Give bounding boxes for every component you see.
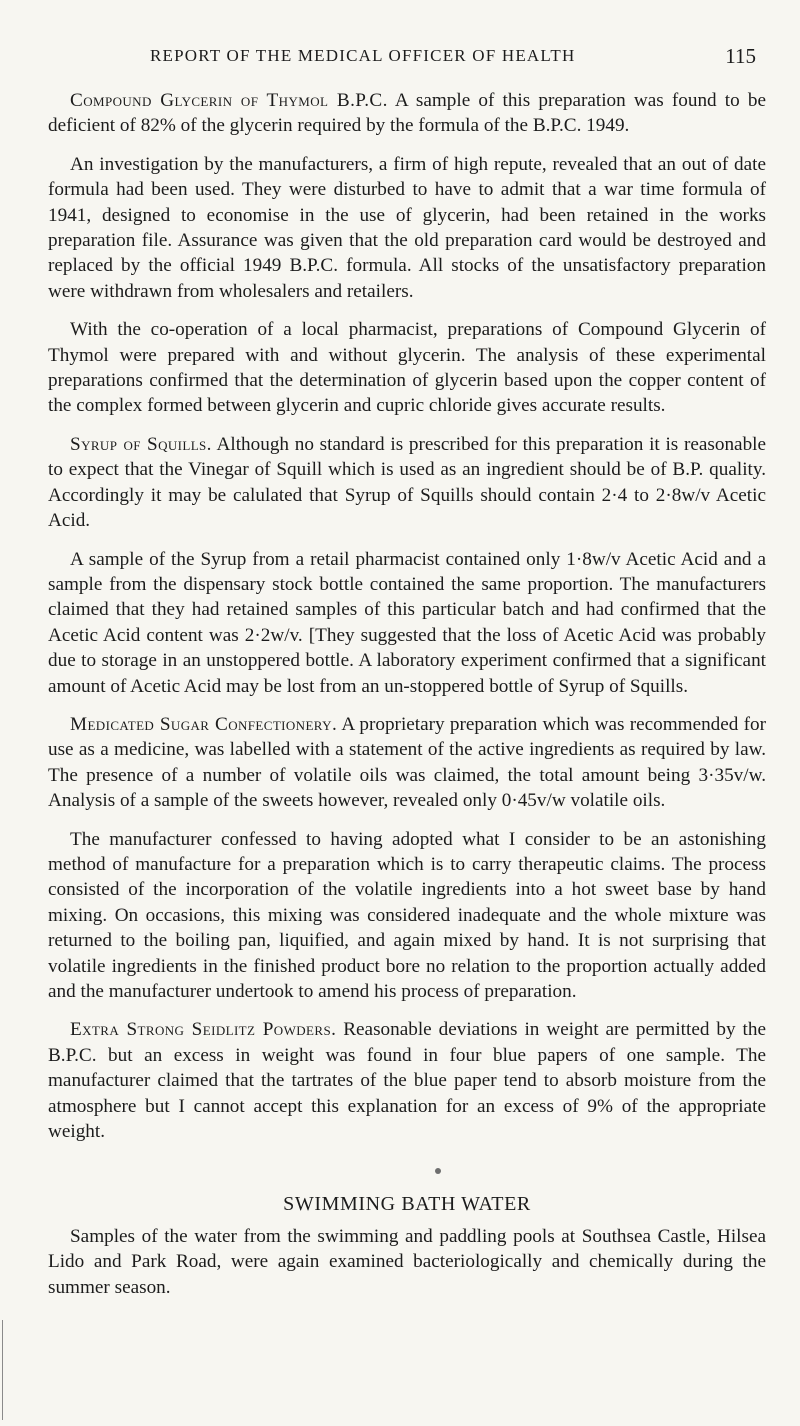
running-title: REPORT OF THE MEDICAL OFFICER OF HEALTH bbox=[150, 46, 576, 65]
section-heading: SWIMMING BATH WATER bbox=[283, 1193, 531, 1216]
paragraph-text: A sample of this preparation was found to be deficient of 82% of the glycerin required by the formula of the B.P.C. 1949. bbox=[48, 90, 766, 137]
paragraph-text: Reasonable deviations in weight are permitted by the B.P.C. but an excess in weight was found in four blue papers of one sample. The manufacturer claimed that the tartrates of the blue paper tend to absorb moisture from the atmosphere but I cannot accept this explanation for an excess of 9% of the appropriate weight. bbox=[48, 1019, 766, 1143]
paragraph-text: Although no standard is prescribed for this preparation it is reasonable to expect that the Vinegar of Squill which is used as an ingredient should be of B.P. quality. Accordingly it may be calulated that Syrup of Squills should contain 2·4 to 2·8w/v Acetic Acid. bbox=[48, 433, 767, 532]
paragraph-text: With the co-operation of a local pharmacist, preparations of Compound Glycerin of Thymol were prepared with and without glycerin. The analysis of these experimental preparations confirmed that the determination of glycerin based upon the copper content of the complex formed between glycerin and cupric chloride gives accurate results. bbox=[48, 319, 766, 417]
paragraph-swimming-bath bbox=[48, 1224, 766, 1300]
paragraph-medicated-sugar bbox=[48, 712, 766, 814]
body-text bbox=[48, 88, 766, 1313]
page-number: 115 bbox=[725, 44, 756, 68]
paragraph-manufacturer-confessed bbox=[48, 827, 766, 1005]
paragraph-heading: Compound Glycerin of Thymol B.P.C. bbox=[70, 90, 388, 111]
paragraph-text: A proprietary preparation which was recommended for use as a medicine, was labelled with a statement of the active ingredients as required by law. The presence of a number of volatile oils was claimed, the total amount being 3·35v/w. Analysis of a sample of the sweets however, revealed only 0·45v/w volatile oils. bbox=[48, 713, 767, 812]
paragraph-compound-glycerin bbox=[48, 88, 766, 139]
paragraph-seidlitz-powders bbox=[48, 1017, 766, 1144]
paragraph-heading: Extra Strong Seidlitz Powders. bbox=[70, 1019, 337, 1041]
paragraph-text: A sample of the Syrup from a retail pharmacist contained only 1·8w/v Acetic Acid and a sample from the dispensary stock bottle contained the same proportion. The manufacturers claimed that they had retained samples of this particular batch and had confirmed that the Acetic Acid content was 2·2w/v. [They suggested that the loss of Acetic Acid was probably due to storage in an unstoppered bottle. A laboratory experiment confirmed that a significant amount of Acetic Acid may be lost from an un-stoppered bottle of Syrup of Squills. bbox=[48, 548, 766, 697]
paragraph-syrup-sample bbox=[48, 547, 766, 699]
paragraph-text: Samples of the water from the swimming and paddling pools at Southsea Castle, Hilsea Lido and Park Road, were again examined bacteriologically and chemically during the summer season. bbox=[48, 1225, 766, 1298]
paragraph-syrup-of-squills bbox=[48, 432, 766, 534]
running-header bbox=[66, 46, 756, 74]
margin-rule bbox=[2, 1320, 3, 1420]
paragraph-cooperation bbox=[48, 317, 766, 419]
paragraph-text: The manufacturer confessed to having adopted what I consider to be an astonishing method of manufacture for a preparation which is to carry therapeutic claims. The process consisted of the incorporation of the volatile ingredients into a hot sweet base by hand mixing. On occasions, this mixing was considered inadequate and the whole mixture was returned to the boiling pan, liquified, and again mixed by hand. It is not surprising that volatile ingredients in the finished product bore no relation to the proportion actually added and the manufacturer undertook to amend his process of preparation. bbox=[48, 828, 766, 1002]
paragraph-heading: Medicated Sugar Confectionery. bbox=[70, 713, 338, 735]
paragraph-investigation bbox=[48, 152, 766, 304]
paragraph-heading: Syrup of Squills. bbox=[70, 433, 212, 455]
paragraph-text: An investigation by the manufacturers, a firm of high repute, revealed that an out of date formula had been used. They were disturbed to have to admit that a war time formula of 1941, designed to economise in the use of glycerin, had been retained in the works preparation file. Assurance was given that the old preparation card would be destroyed and replaced by the official 1949 B.P.C. formula. All stocks of the unsatisfactory preparation were withdrawn from wholesalers and retailers. bbox=[48, 153, 766, 302]
section-divider-dot bbox=[435, 1168, 441, 1174]
